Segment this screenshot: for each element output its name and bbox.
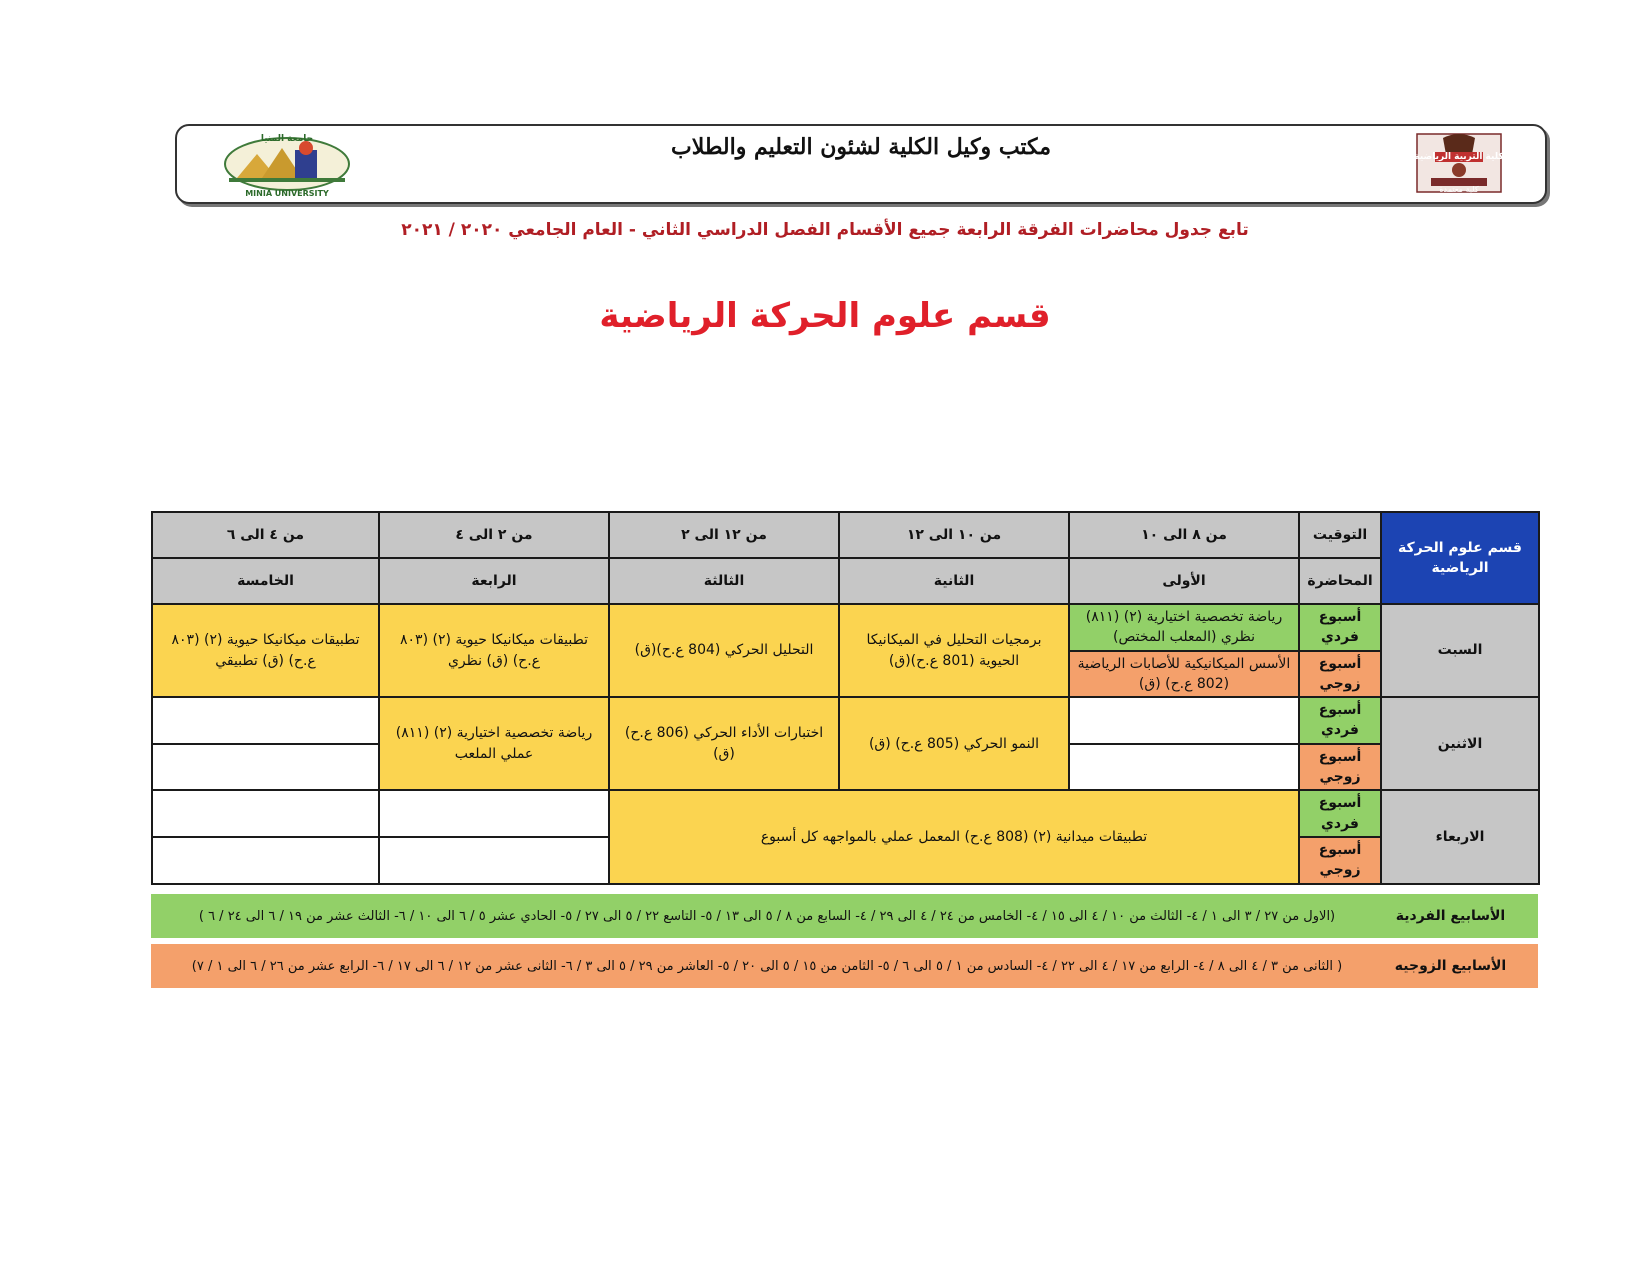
odd-weeks-row bbox=[151, 894, 1538, 938]
lecture-4: الرابعة bbox=[379, 558, 609, 604]
even-weeks-dates: ( الثانى من ٣ / ٤ الى ٨ / ٤- الرابع من ١٧ / ٤ الى ٢٢ / ٤- السادس من ١ / ٥ الى ٦ / ٥- الثامن من ١٥ / ٥ الى ٢٠ / ٥- العاشر من ٢٩ / ٥ الى ٣ / ٦- الثانى عشر من ١٢ / ٦ الى ١٧ / ٦- الرابع عشر من ٢٦ / ٦ الى ١ / ٧) bbox=[191, 958, 1343, 974]
saturday-p2: برمجيات التحليل في الميكانيكا الحيوية (801 ع.ح)(ق) bbox=[839, 604, 1069, 697]
wednesday-p5-odd-empty bbox=[152, 790, 379, 837]
saturday-p3: التحليل الحركي (804 ع.ح)(ق) bbox=[609, 604, 839, 697]
odd-week-label: أسبوع فردي bbox=[1299, 604, 1381, 651]
saturday-p1-odd: رياضة تخصصية اختيارية (٢) (٨١١) نظري (المعلب المختص) bbox=[1069, 604, 1299, 651]
odd-weeks-label: الأسابيع الفردية bbox=[1395, 908, 1506, 924]
monday-p5-odd-empty bbox=[152, 697, 379, 744]
timing-label: التوقيت bbox=[1299, 512, 1381, 558]
monday-p4: رياضة تخصصية اختيارية (٢) (٨١١) عملي الملعب bbox=[379, 697, 609, 790]
odd-week-label: أسبوع فردي bbox=[1299, 697, 1381, 744]
wednesday-p5-even-empty bbox=[152, 837, 379, 884]
odd-weeks-dates: (الاول من ٢٧ / ٣ الى ١ / ٤- الثالث من ١٠ / ٤ الى ١٥ / ٤- الخامس من ٢٤ / ٤ الى ٢٩ / ٤- السابع من ٨ / ٥ الى ١٣ / ٥- التاسع ٢٢ / ٥ الى ٢٧ / ٥- الحادي عشر ٥ / ٦ الى ١٠ / ٦- الثالث عشر من ١٩ / ٦ الى ٢٤ / ٦ ) bbox=[198, 908, 1336, 924]
department-title: قسم علوم الحركة الرياضية bbox=[599, 296, 1051, 336]
day-monday: الاثنين bbox=[1381, 697, 1539, 790]
lecture-label: المحاضرة bbox=[1299, 558, 1381, 604]
lecture-1: الأولى bbox=[1069, 558, 1299, 604]
monday-p1-odd-empty bbox=[1069, 697, 1299, 744]
time-slot-5: من ٤ الى ٦ bbox=[152, 512, 379, 558]
schedule-table bbox=[151, 511, 1540, 885]
monday-p5-even-empty bbox=[152, 744, 379, 791]
saturday-p5: تطبيقات ميكانيكا حيوية (٢) (٨٠٣ ع.ح) (ق) تطبيقي bbox=[152, 604, 379, 697]
even-week-label: أسبوع زوجي bbox=[1299, 837, 1381, 884]
monday-p2: النمو الحركي (805 ع.ح) (ق) bbox=[839, 697, 1069, 790]
even-week-label: أسبوع زوجي bbox=[1299, 744, 1381, 791]
saturday-p4: تطبيقات ميكانيكا حيوية (٢) (٨٠٣ ع.ح) (ق) نظري bbox=[379, 604, 609, 697]
lecture-3: الثالثة bbox=[609, 558, 839, 604]
even-weeks-row bbox=[151, 944, 1538, 988]
faculty-logo-text: كلية التربية الرياضية bbox=[1414, 152, 1504, 162]
logo-caption: MINIA UNIVERSITY bbox=[245, 189, 329, 198]
time-slot-3: من ١٢ الى ٢ bbox=[609, 512, 839, 558]
schedule-subtitle: تابع جدول محاضرات الفرقة الرابعة جميع الأقسام الفصل الدراسي الثاني - العام الجامعي ٢٠٢٠ / ٢٠٢١ bbox=[401, 220, 1249, 240]
office-title: مكتب وكيل الكلية لشئون التعليم والطلاب bbox=[671, 134, 1051, 160]
odd-week-label: أسبوع فردي bbox=[1299, 790, 1381, 837]
even-week-label: أسبوع زوجي bbox=[1299, 651, 1381, 698]
faculty-logo bbox=[1413, 130, 1505, 196]
monday-p1-even-empty bbox=[1069, 744, 1299, 791]
monday-p3: اختبارات الأداء الحركي (806 ع.ح)(ق) bbox=[609, 697, 839, 790]
wednesday-p4-odd-empty bbox=[379, 790, 609, 837]
even-weeks-label: الأسابيع الزوجيه bbox=[1394, 958, 1507, 974]
lecture-2: الثانية bbox=[839, 558, 1069, 604]
saturday-p1-even: الأسس الميكانيكية للأصابات الرياضية (802 ع.ح) (ق) bbox=[1069, 651, 1299, 698]
day-saturday: السبت bbox=[1381, 604, 1539, 697]
wednesday-p4-even-empty bbox=[379, 837, 609, 884]
time-slot-1: من ٨ الى ١٠ bbox=[1069, 512, 1299, 558]
day-wednesday: الاربعاء bbox=[1381, 790, 1539, 883]
office-header bbox=[175, 124, 1547, 204]
faculty-logo-sub: كلية معتمدة bbox=[1439, 185, 1479, 194]
time-slot-4: من ٢ الى ٤ bbox=[379, 512, 609, 558]
time-slot-2: من ١٠ الى ١٢ bbox=[839, 512, 1069, 558]
department-header-cell: قسم علوم الحركة الرياضية bbox=[1381, 512, 1539, 604]
logo-arabic-caption: جامعة المنيا bbox=[260, 134, 314, 144]
wednesday-field-applications: تطبيقات ميدانية (٢) (808 ع.ح) المعمل عملي بالمواجهه كل أسبوع bbox=[609, 790, 1299, 883]
lecture-5: الخامسة bbox=[152, 558, 379, 604]
